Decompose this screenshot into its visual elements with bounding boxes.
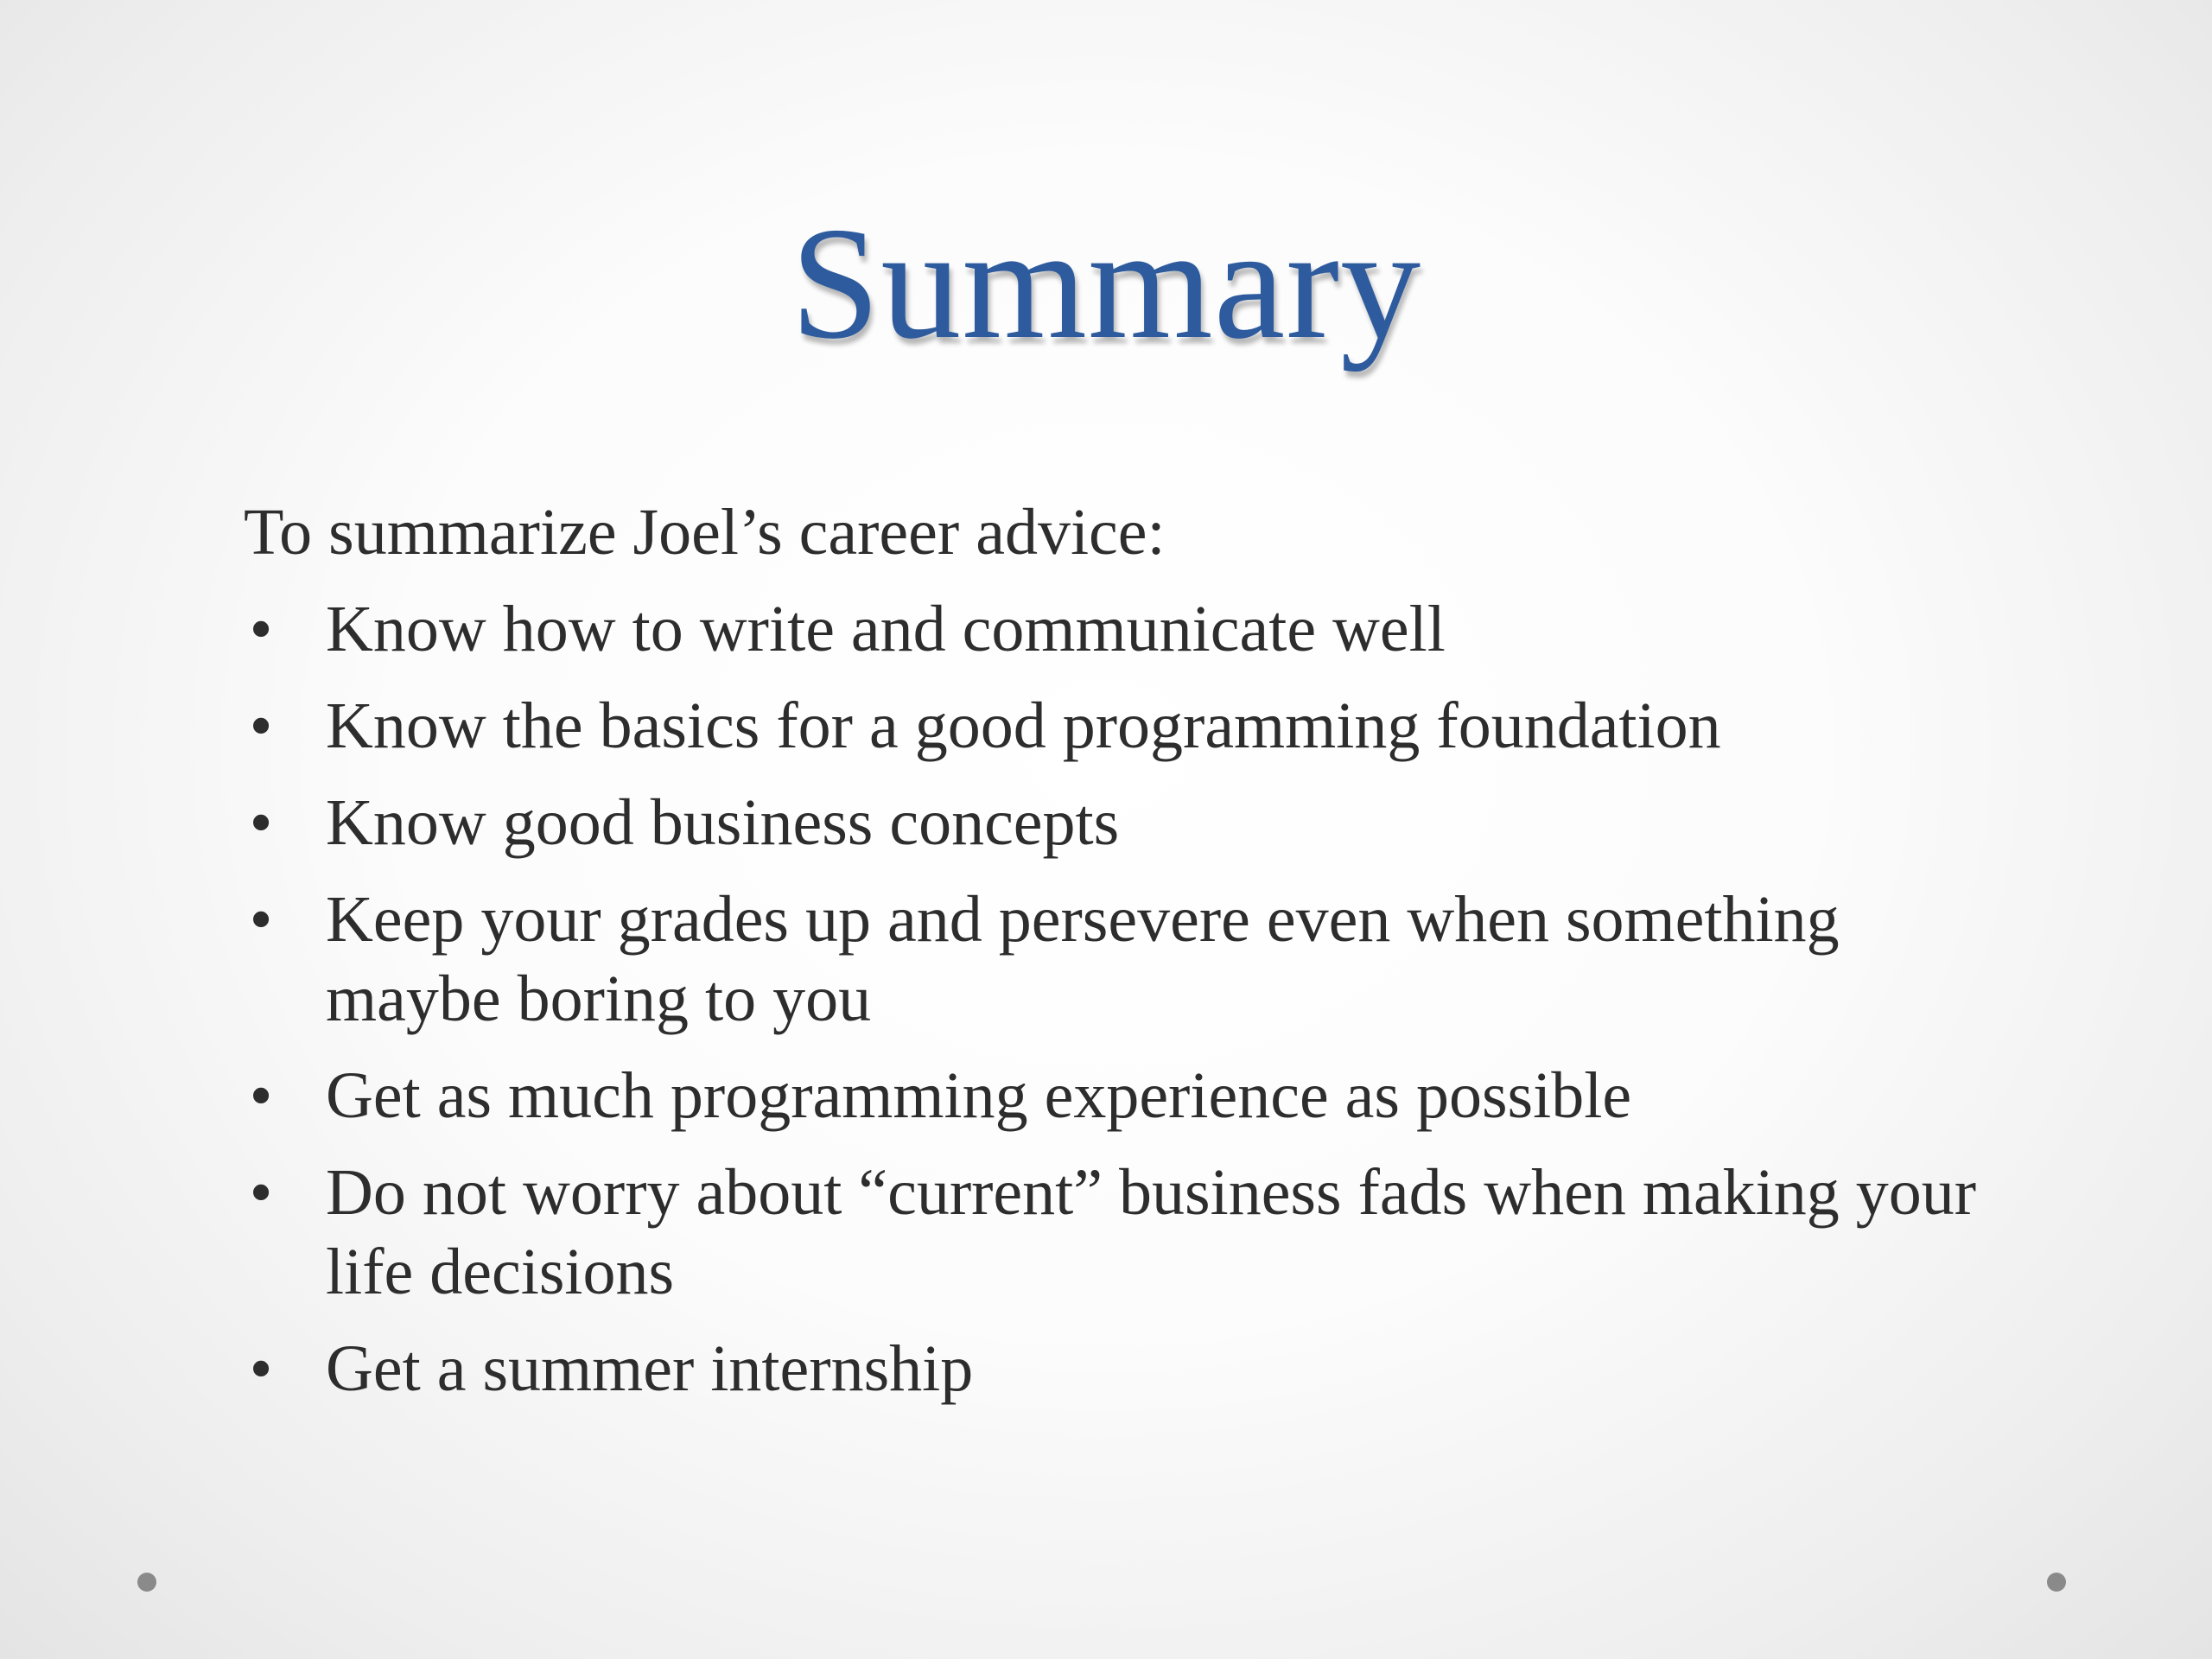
bullet-text: Know how to write and communicate well (326, 593, 1446, 665)
bullet-icon: • (249, 1332, 273, 1405)
corner-dot-left-icon (137, 1573, 156, 1592)
bullet-text: Keep your grades up and persevere even when something maybe boring to you (326, 883, 1840, 1035)
bullet-icon: • (249, 690, 273, 762)
bullet-icon: • (249, 786, 273, 859)
intro-text: To summarize Joel’s career advice: (244, 496, 1166, 569)
slide-body (244, 493, 1998, 1426)
bullet-item (244, 880, 1998, 1039)
bullet-item (244, 1056, 1998, 1135)
bullet-item (244, 1329, 1998, 1408)
bullet-icon: • (249, 593, 273, 665)
bullet-item (244, 589, 1998, 669)
bullet-text: Get as much programming experience as possible (326, 1059, 1632, 1132)
bullet-text: Know good business concepts (326, 786, 1120, 859)
corner-dot-right-icon (2047, 1573, 2066, 1592)
bullet-icon: • (249, 1059, 273, 1132)
bullet-item (244, 1153, 1998, 1312)
bullet-icon: • (249, 1156, 273, 1229)
bullet-item (244, 686, 1998, 766)
bullet-item (244, 783, 1998, 862)
bullet-text: Know the basics for a good programming foundation (326, 690, 1721, 762)
bullet-text: Do not worry about “current” business fads when making your life decisions (326, 1156, 1977, 1308)
bullet-text: Get a summer internship (326, 1332, 974, 1405)
bullet-icon: • (249, 883, 273, 956)
bullet-list (244, 589, 1998, 1408)
slide-title: Summary (790, 194, 1422, 372)
